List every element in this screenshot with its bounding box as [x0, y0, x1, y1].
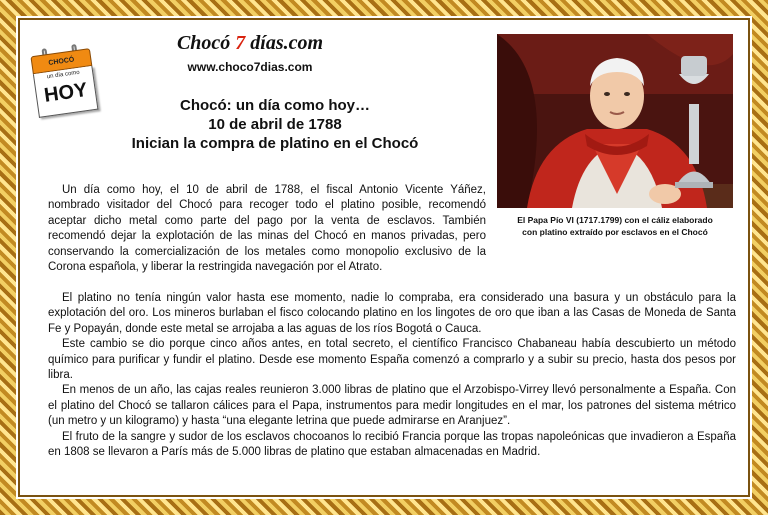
calendar-brand: CHOCÓ	[48, 56, 75, 67]
site-title	[150, 32, 350, 55]
calendar-tagline: un día como	[46, 69, 81, 81]
article-body	[48, 291, 736, 460]
caption-line-1: El Papa Pío VI (1717.1799) con el cáliz elaborado	[517, 215, 713, 225]
paragraph-2: El platino no tenía ningún valor hasta ese momento, nadie lo compraba, era considerado una basura y un obstáculo para la explotación del oro. Los mineros burlaban el fisco colocando platino en los lingotes de oro que iban a las Casas de Moneda de Santa Fe y Popayán, donde este metal se arrojaba a las aguas de los ríos Bogotá o Cauca.	[48, 292, 736, 335]
calendar-hoy: HOY	[42, 78, 89, 107]
headline-date: 10 de abril de 1788	[208, 116, 342, 133]
site-title-a: Chocó	[176, 32, 236, 54]
paragraph-3: Este cambio se dio porque cinco años antes, en total secreto, el científico Francisco Chabaneau había descubierto un método químico para purificar y fundir el platino. Desde ese momento España comenzó a comprarlo y a subir su precio, hasta dos pesos por libra.	[48, 338, 736, 382]
headline	[105, 96, 445, 153]
pope-portrait-image	[497, 34, 733, 208]
portrait-illustration	[497, 34, 733, 208]
paragraph-1: Un día como hoy, el 10 de abril de 1788, el fiscal Antonio Vicente Yáñez, nombrado visitador del Chocó para recoger todo el platino posible, recomendó aceptar dicho metal como parte del pago por la venta de esclavos. También recomendó dejar la explotación de las minas del Chocó en manos privadas, pero conservando la comercialización de los metales como monopolio exclusivo de la Corona española, y liberar la restringida navegación por el Atrato.	[48, 184, 486, 274]
paragraph-5: El fruto de la sangre y sudor de los esclavos chocoanos lo recibió Francia porque las tropas napoleónicas que invadieron a España en 1808 se llevaron a París más de 5.000 libras de platino que estaban almacenadas en Madrid.	[48, 430, 736, 459]
site-title-b: días.com	[245, 32, 324, 54]
calendar-page	[33, 66, 99, 118]
hoy-calendar-logo	[29, 40, 98, 120]
site-url: www.choco7dias.com	[187, 60, 313, 74]
caption-line-2: con platino extraído por esclavos en el Chocó	[522, 227, 708, 237]
site-title-number: 7	[235, 32, 246, 54]
headline-title: Inician la compra de platino en el Chocó	[131, 135, 419, 152]
image-caption	[497, 214, 733, 238]
headline-line-1: Chocó: un día como hoy…	[180, 97, 370, 114]
paragraph-4: En menos de un año, las cajas reales reunieron 3.000 libras de platino que el Arzobispo-Virrey llevó personalmente a España. Con el platino del Chocó se tallaron cálices para el Papa, instrumentos para medir longitudes en el mar, los patrones del sistema métrico (un metro y un kilogramo) y hasta “una elegante letrina que puede admirarse en Aranjuez”.	[48, 384, 736, 428]
